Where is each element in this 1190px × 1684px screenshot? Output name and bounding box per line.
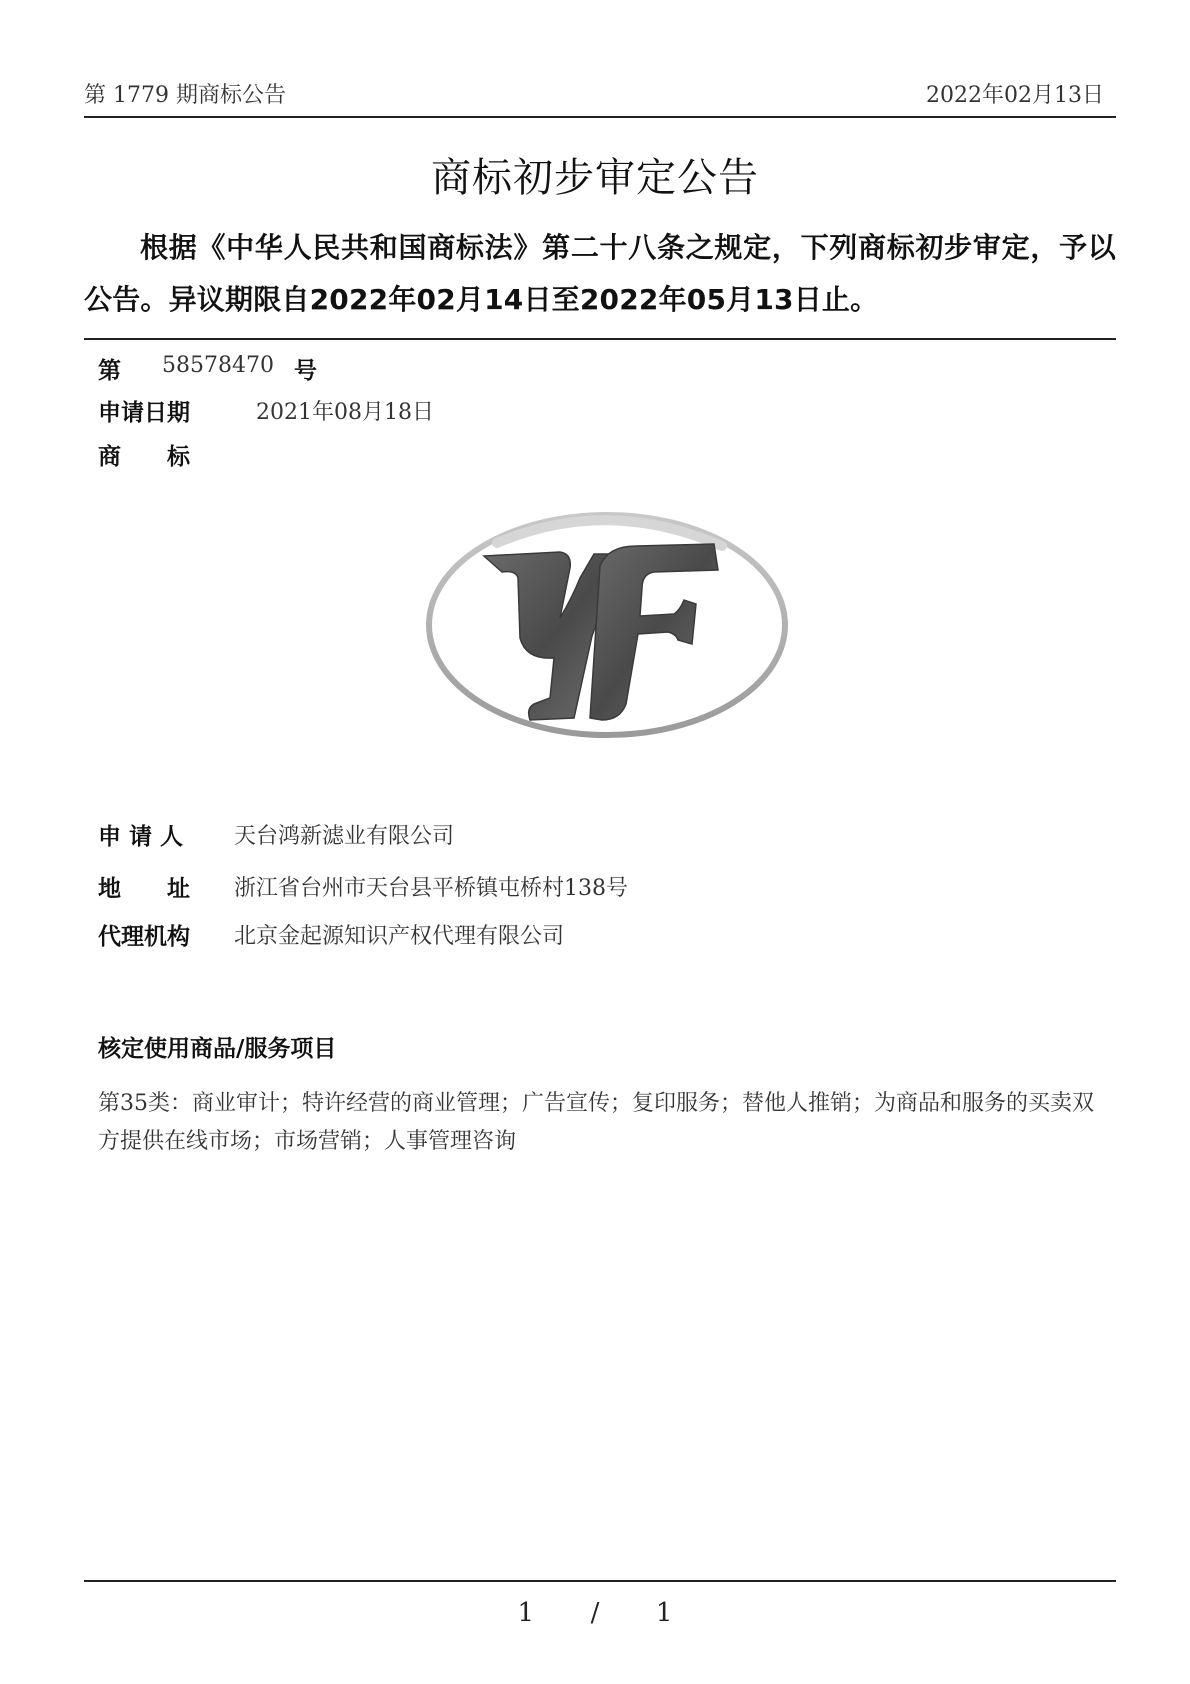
page-separator: /	[590, 1598, 600, 1628]
logo-letter-f	[590, 544, 718, 720]
reg-no-value: 58578470	[162, 353, 274, 378]
mark-label: 商 标	[98, 444, 190, 470]
agent-value: 北京金起源知识产权代理有限公司	[234, 924, 565, 949]
page-number	[0, 1598, 1190, 1628]
page-current: 1	[517, 1598, 535, 1628]
filing-date-label: 申请日期	[98, 400, 190, 426]
issue-number: 第 1779 期商标公告	[84, 83, 286, 108]
publication-date: 2022年02月13日	[926, 83, 1104, 108]
goods-services-list: 第35类：商业审计；特许经营的商业管理；广告宣传；复印服务；替他人推销；为商品和服务的买卖双方提供在线市场；市场营销；人事管理咨询	[98, 1091, 1094, 1154]
header-divider	[84, 116, 1116, 118]
agent-label: 代理机构	[98, 924, 190, 950]
goods-services-label: 核定使用商品/服务项目	[98, 1036, 337, 1062]
reg-no-prefix: 第	[98, 358, 121, 384]
yf-letters-in-ellipse-logo	[422, 508, 792, 742]
page-total: 1	[655, 1598, 673, 1628]
footer-divider	[84, 1580, 1116, 1582]
page-title: 商标初步审定公告	[431, 155, 759, 201]
intro-paragraph: 根据《中华人民共和国商标法》第二十八条之规定，下列商标初步审定，予以公告。异议期限自2022年02月14日至2022年05月13日止。	[84, 231, 1116, 316]
reg-no-suffix: 号	[294, 358, 317, 384]
address-value: 浙江省台州市天台县平桥镇屯桥村138号	[234, 876, 628, 901]
applicant-label: 申 请 人	[98, 824, 184, 850]
intro-divider	[84, 338, 1116, 340]
address-label: 地 址	[98, 876, 190, 902]
trademark-logo-svg	[422, 508, 792, 742]
applicant-value: 天台鸿新滤业有限公司	[234, 824, 455, 849]
filing-date-value: 2021年08月18日	[256, 400, 434, 425]
